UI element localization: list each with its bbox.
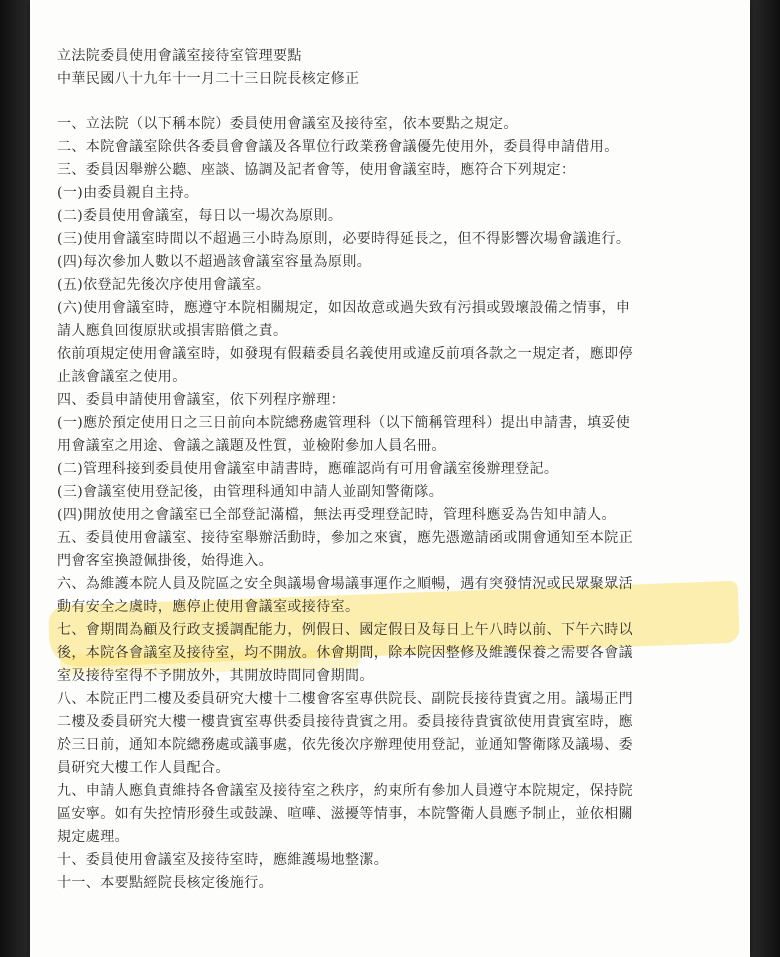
text-line: (二)管理科接到委員使用會議室申請書時，應確認尚有可用會議室後辦理登記。 — [57, 461, 559, 477]
text-line: (二)委員使用會議室，每日以一場次為原則。 — [57, 208, 343, 224]
text-line: 二樓及委員研究大樓一樓貴賓室專供委員接待貴賓之用。委員接待貴賓欲使用貴賓室時，應 — [57, 714, 633, 730]
text-line: (四)開放使用之會議室已全部登記滿檔，無法再受理登記時，管理科應妥為告知申請人。 — [57, 507, 616, 523]
text-line: 九、申請人應負責維持各會議室及接待室之秩序，約束所有參加人員遵守本院規定，保持院 — [57, 783, 633, 799]
text-line: 區安寧。如有失控情形發生或鼓譟、喧嘩、滋擾等情事，本院警衛人員應予制止，並依相關 — [57, 806, 633, 822]
text-line: 四、委員申請使用會議室，依下列程序辦理： — [57, 392, 345, 408]
text-line: (六)使用會議室時，應遵守本院相關規定，如因故意或過失致有污損或毀壞設備之情事，申 — [57, 300, 631, 316]
page-edge-right — [750, 0, 780, 957]
text-line: (一)由委員親自主持。 — [57, 185, 199, 201]
text-line: 五、委員使用會議室、接待室舉辦活動時，參加之來賓，應先憑邀請函或開會通知至本院正 — [57, 530, 633, 546]
document-body — [57, 45, 717, 895]
text-line: 一、立法院（以下稱本院）委員使用會議室及接待室，依本要點之規定。 — [57, 116, 518, 132]
text-line: 十一、本要點經院長核定後施行。 — [57, 875, 273, 891]
text-line: 請人應負回復原狀或損害賠償之責。 — [57, 323, 288, 339]
text-line: 七、會期間為顧及行政支援調配能力，例假日、國定假日及每日上午八時以前、下午六時以 — [57, 622, 633, 638]
document-text — [57, 113, 717, 895]
text-line: 三、委員因舉辦公聽、座談、協調及記者會等，使用會議室時，應符合下列規定： — [57, 162, 576, 178]
text-line: 十、委員使用會議室及接待室時，應維護場地整潔。 — [57, 852, 389, 868]
text-line: (一)應於預定使用日之三日前向本院總務處管理科（以下簡稱管理科）提出申請書，填妥使 — [57, 415, 631, 431]
text-line: 止該會議室之使用。 — [57, 369, 187, 385]
text-line: (三)會議室使用登記後，由管理科通知申請人並副知警衛隊。 — [57, 484, 444, 500]
text-line: (四)每次參加人數以不超過該會議室容量為原則。 — [57, 254, 372, 270]
text-line: (三)使用會議室時間以不超過三小時為原則，必要時得延長之，但不得影響次場會議進行。 — [57, 231, 631, 247]
text-line: 六、為維護本院人員及院區之安全與議場會場議事運作之順暢，遇有突發情況或民眾聚眾活 — [57, 576, 633, 592]
text-line: 室及接待室得不予開放外，其開放時間同會期間。 — [57, 668, 374, 684]
text-line: 規定處理。 — [57, 829, 129, 845]
text-line: 員研究大樓工作人員配合。 — [57, 760, 230, 776]
text-line: 二、本院會議室除供各委員會會議及各單位行政業務會議優先使用外，委員得申請借用。 — [57, 139, 619, 155]
text-line: 八、本院正門二樓及委員研究大樓十二樓會客室專供院長、副院長接待貴賓之用。議場正門 — [57, 691, 633, 707]
document-subtitle: 中華民國八十九年十一月二十三日院長核定修正 — [57, 71, 360, 87]
document-header — [57, 45, 717, 91]
text-line: 用會議室之用途、會議之議題及性質，並檢附參加人員名冊。 — [57, 438, 446, 454]
text-line: 後，本院各會議室及接待室，均不開放。休會期間，除本院因整修及維護保養之需要各會議 — [57, 645, 633, 661]
text-line: 門會客室換證佩掛後，始得進入。 — [57, 553, 273, 569]
text-line: 動有安全之虞時，應停止使用會議室或接待室。 — [57, 599, 360, 615]
page-edge-left — [0, 0, 30, 957]
document-title: 立法院委員使用會議室接待室管理要點 — [57, 48, 302, 64]
text-line: 於三日前，通知本院總務處或議事處，依先後次序辦理使用登記，並通知警衛隊及議場、委 — [57, 737, 633, 753]
text-line: 依前項規定使用會議室時，如發現有假藉委員名義使用或違反前項各款之一規定者，應即停 — [57, 346, 633, 362]
text-line: (五)依登記先後次序使用會議室。 — [57, 277, 271, 293]
